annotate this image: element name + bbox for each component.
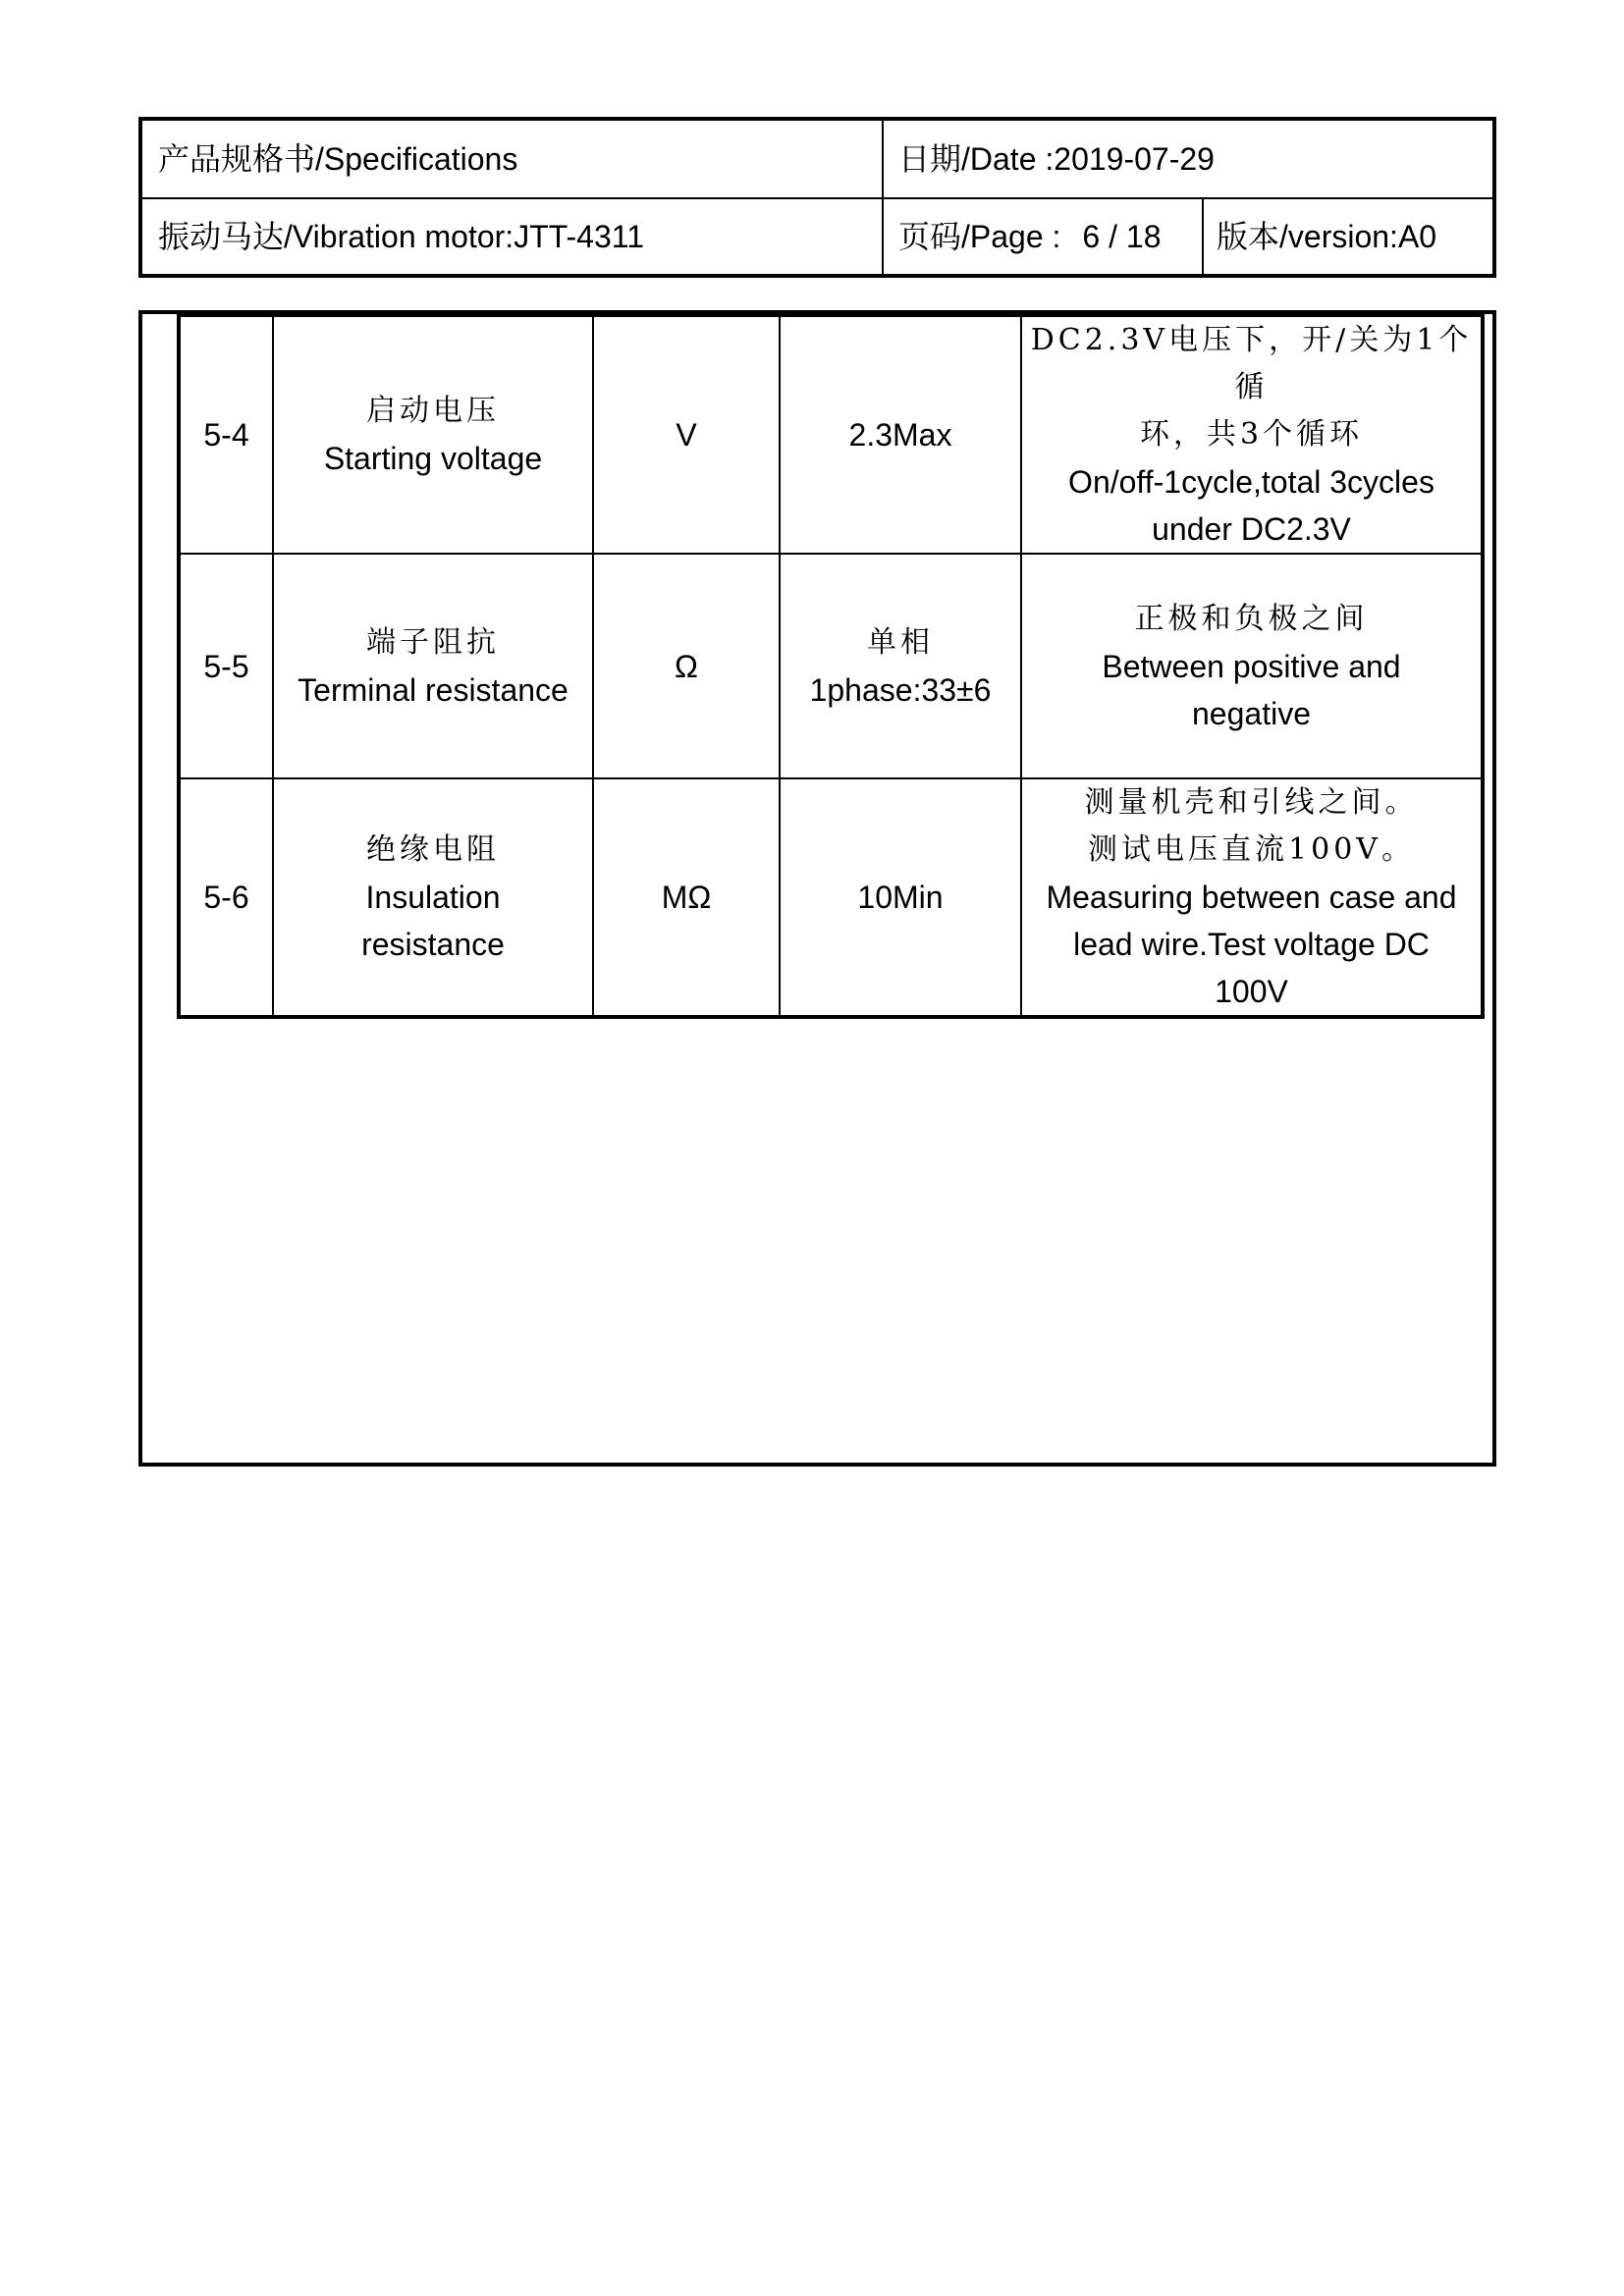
item-name-en: resistance — [361, 927, 505, 962]
doc-date: 日期/Date :2019-07-29 — [898, 141, 1215, 177]
condition-en: lead wire.Test voltage DC — [1073, 927, 1430, 962]
item-name — [273, 554, 593, 778]
item-spec — [780, 778, 1021, 1017]
condition-en: Between positive and — [1102, 648, 1401, 684]
item-condition — [1021, 554, 1483, 778]
table-row — [179, 315, 1483, 554]
condition-zh: 测试电压直流100V。 — [1088, 832, 1415, 867]
condition-en: 100V — [1215, 974, 1288, 1009]
table-row — [179, 778, 1483, 1017]
item-unit: Ω — [593, 554, 780, 778]
header-divider-vertical-version — [1202, 197, 1204, 274]
item-spec-value: 2.3Max — [848, 417, 952, 453]
item-condition — [1021, 778, 1483, 1017]
item-spec — [780, 554, 1021, 778]
condition-en: On/off-1cycle,total 3cycles — [1068, 464, 1435, 500]
page-label: 页码/Page : — [898, 219, 1061, 254]
item-number: 5-5 — [179, 554, 273, 778]
item-spec-zh: 单相 — [867, 624, 934, 660]
doc-title: 产品规格书/Specifications — [158, 141, 518, 177]
item-number: 5-6 — [179, 778, 273, 1017]
condition-en: Measuring between case and — [1046, 880, 1457, 915]
item-name-en: Terminal resistance — [298, 671, 568, 708]
item-condition — [1021, 315, 1483, 554]
doc-version: 版本/version:A0 — [1217, 219, 1437, 254]
item-number: 5-4 — [179, 315, 273, 554]
condition-en: under DC2.3V — [1152, 511, 1351, 547]
header-divider-horizontal — [142, 197, 1492, 199]
page-number: 6 / 18 — [1082, 219, 1162, 254]
item-name-zh: 绝缘电阻 — [366, 832, 500, 867]
item-name-zh: 启动电压 — [366, 394, 500, 428]
item-unit: MΩ — [593, 778, 780, 1017]
item-spec-value: 1phase:33±6 — [809, 671, 992, 708]
item-spec — [780, 315, 1021, 554]
condition-zh: DC2.3V电压下，开/关为1个循 — [1030, 323, 1473, 404]
document-header — [138, 117, 1496, 278]
doc-page — [898, 217, 1161, 256]
item-unit: V — [593, 315, 780, 554]
item-spec-value: 10Min — [857, 880, 944, 915]
condition-zh: 正极和负极之间 — [1134, 601, 1369, 636]
header-divider-vertical — [882, 121, 884, 274]
spec-table — [177, 313, 1485, 1019]
item-name-en: Insulation — [365, 880, 501, 915]
item-name — [273, 315, 593, 554]
doc-model: 振动马达/Vibration motor:JTT-4311 — [158, 219, 644, 254]
item-name-en: Starting voltage — [323, 441, 543, 476]
item-name-zh: 端子阻抗 — [366, 624, 500, 660]
condition-zh: 测量机壳和引线之间。 — [1084, 785, 1419, 820]
item-name — [273, 778, 593, 1017]
condition-en: negative — [1192, 695, 1311, 731]
table-row — [179, 554, 1483, 778]
condition-zh: 环，共3个循环 — [1139, 417, 1364, 452]
